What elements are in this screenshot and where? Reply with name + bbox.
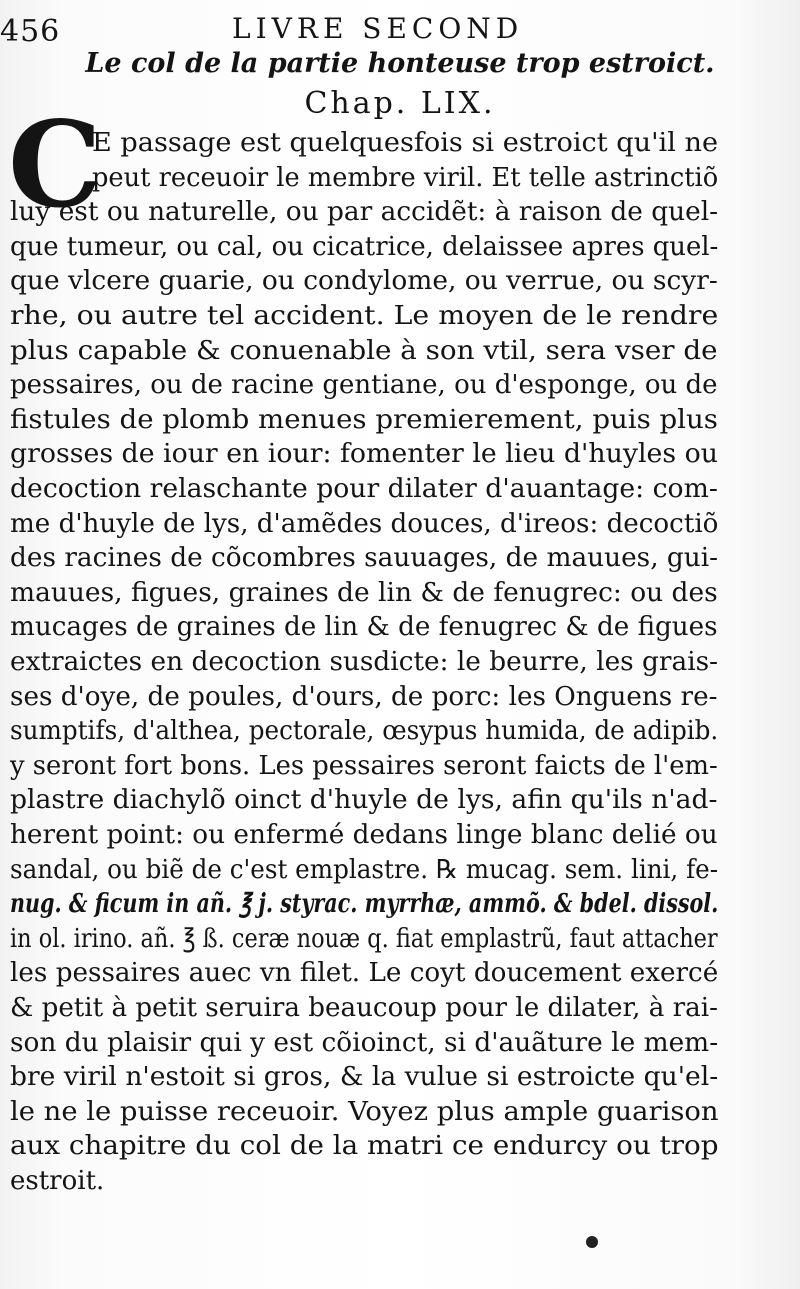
text-line: plus capable & conuenable à son vtil, sera vser de: [10, 335, 718, 366]
text-line: estroit.: [10, 1166, 105, 1196]
text-line: extraictes en decoction susdicte: le beurre, les grais-: [10, 647, 719, 677]
drop-cap: C: [8, 95, 102, 234]
text-line: que vlcere guarie, ou condylome, ou verrue, ou scyr-: [10, 266, 718, 297]
page-number: 456: [0, 14, 61, 49]
ink-blot: [586, 1236, 598, 1248]
text-line: les pessaires auec vn filet. Le coyt doucement exercé: [10, 958, 719, 989]
text-line: fistules de plomb menues premierement, puis plus: [10, 404, 718, 435]
text-line: sumptifs, d'althea, pectorale, œsypus humida, de adipib.: [10, 716, 719, 747]
text-line: luy est ou naturelle, ou par accidẽt: à raison de quel-: [10, 197, 719, 228]
text-line: pessaires, ou de racine gentiane, ou d'esponge, ou de: [10, 370, 718, 401]
chapter-subtitle: Le col de la partie honteuse trop estroict.: [85, 48, 715, 79]
text-line: me d'huyle de lys, d'amẽdes douces, d'ireos: decoctiõ: [10, 508, 719, 539]
text-line: des racines de cõcombres sauuages, de mauues, gui-: [10, 543, 719, 574]
text-line: grosses de iour en iour: fomenter le lieu d'huyles ou: [10, 439, 718, 470]
text-line: y seront fort bons. Les pessaires seront faicts de l'em-: [10, 750, 718, 781]
text-line: & petit à petit seruira beaucoup pour le dilater, à rai-: [10, 993, 718, 1023]
text-line-italic: nug. & ficum in añ. ℥ j. styrac. myrrhæ, ammõ. & bdel. dissol.: [10, 889, 719, 920]
running-head: LIVRE SECOND: [232, 12, 524, 45]
text-line: mauues, figues, graines de lin & de fenugrec: ou des: [10, 577, 718, 608]
text-line: decoction relaschante pour dilater d'auantage: com-: [10, 474, 718, 504]
text-line: peut receuoir le membre viril. Et telle astrinctiõ: [92, 162, 719, 193]
text-line: ses d'oye, de poules, d'ours, de porc: les Onguens re-: [10, 681, 718, 712]
text-line: herent point: ou enfermé dedans linge blanc delié ou: [10, 820, 718, 850]
text-line: sandal, ou biẽ de c'est emplastre. ℞ mucag. sem. lini, fe-: [10, 854, 719, 885]
text-line: son du plaisir qui y est cõioinct, si d'auãture le mem-: [10, 1027, 719, 1058]
text-line: bre viril n'estoit si gros, & la vulue si estroicte qu'el-: [10, 1062, 719, 1093]
chapter-heading: Chap. LIX.: [304, 86, 496, 121]
text-line: mucages de graines de lin & de fenugrec & de figues: [10, 612, 718, 643]
text-line: le ne le puisse receuoir. Voyez plus ample guarison: [10, 1096, 719, 1127]
text-line: aux chapitre du col de la matri ce endurcy ou trop: [10, 1131, 719, 1162]
text-line: E passage est quelquesfois si estroict qu'il ne: [92, 128, 719, 158]
text-line: plastre diachylõ oinct d'huyle de lys, afin qu'ils n'ad-: [10, 785, 718, 816]
text-line: rhe, ou autre tel accident. Le moyen de le rendre: [10, 301, 719, 331]
text-line: in ol. irino. añ. ℥ ß. ceræ nouæ q. fiat emplastrũ, faut attacher: [10, 923, 718, 954]
text-line: que tumeur, ou cal, ou cicatrice, delaissee apres quel-: [10, 231, 719, 262]
